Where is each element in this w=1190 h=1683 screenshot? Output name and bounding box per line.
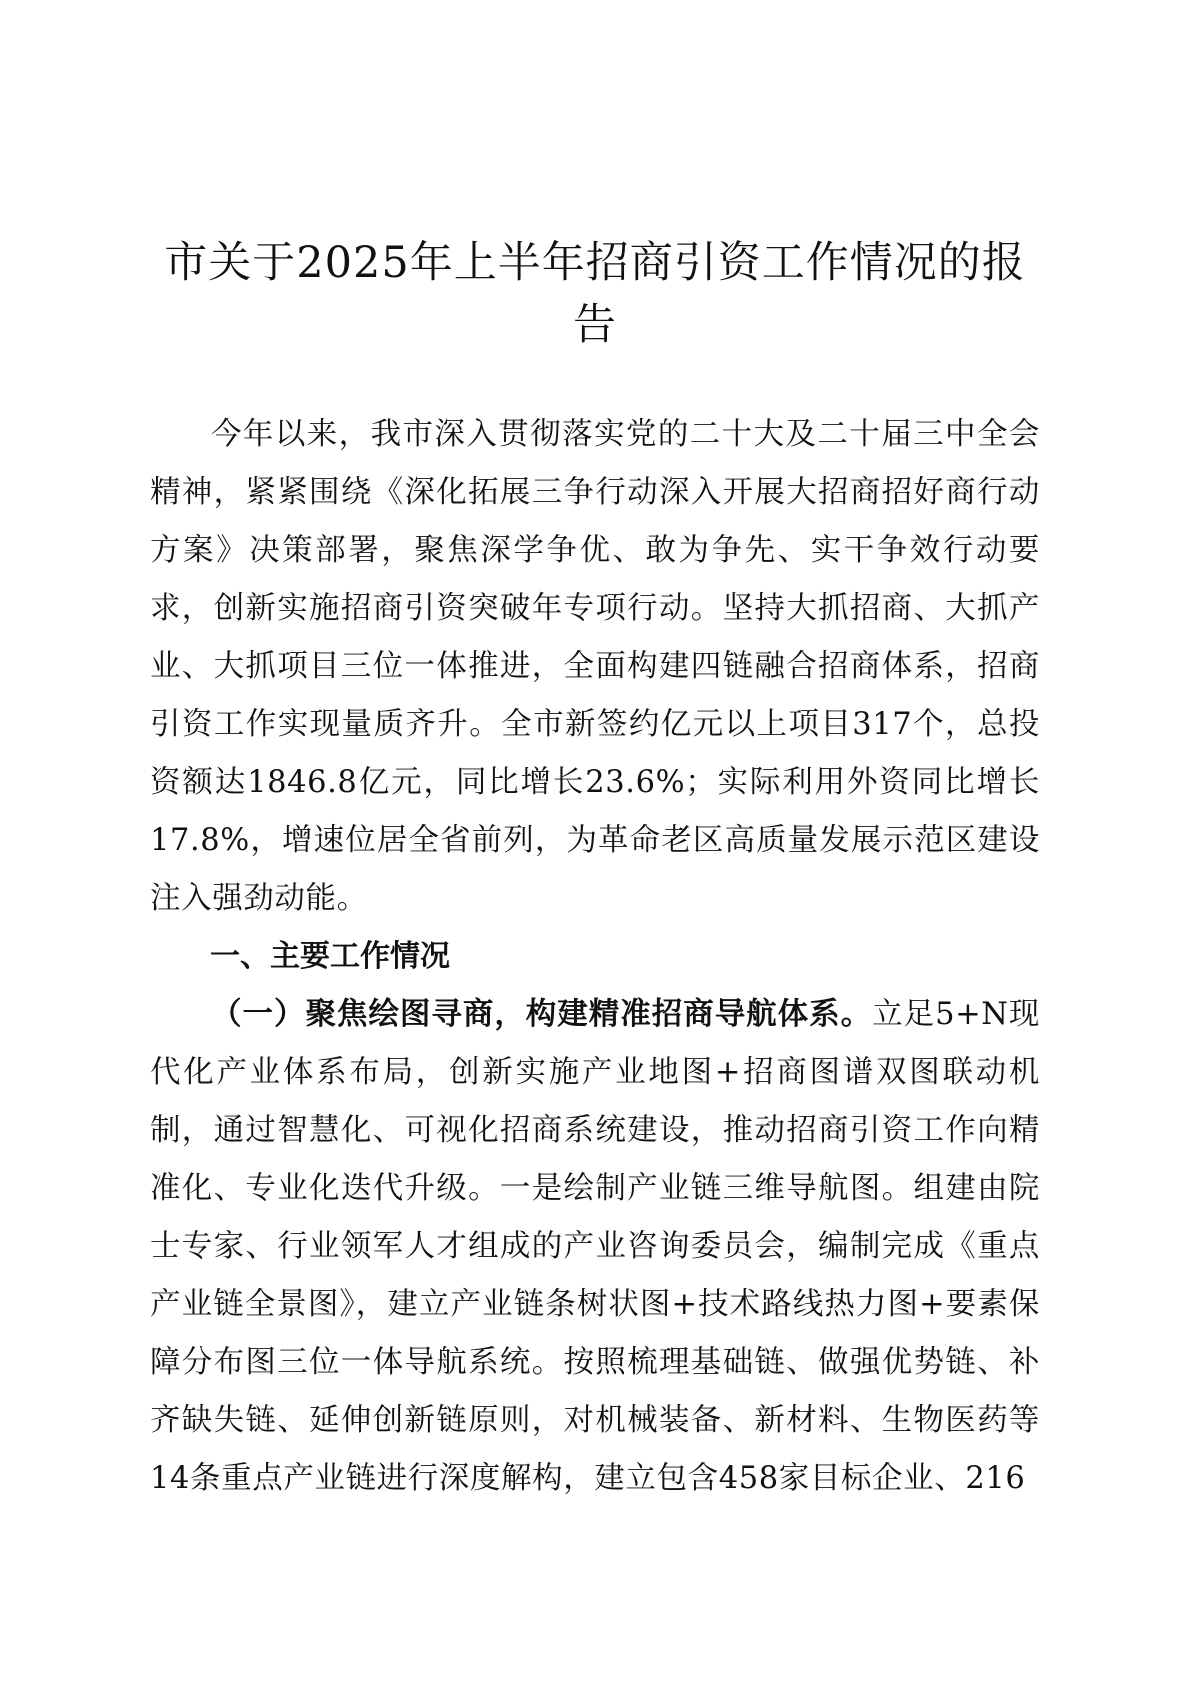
subsection-heading: （一）聚焦绘图寻商，构建精准招商导航体系。 (211, 997, 873, 1032)
subsection-paragraph (150, 986, 1040, 1508)
intro-paragraph: 今年以来，我市深入贯彻落实党的二十大及二十届三中全会精神，紧紧围绕《深化拓展三争行动深入开展大招商招好商行动方案》决策部署，聚焦深学争优、敢为争先、实干争效行动要求，创新实施招商引资突破年专项行动。坚持大抓招商、大抓产业、大抓项目三位一体推进，全面构建四链融合招商体系，招商引资工作实现量质齐升。全市新签约亿元以上项目317个，总投资额达1846.8亿元，同比增长23.6%；实际利用外资同比增长17.8%，增速位居全省前列，为革命老区高质量发展示范区建设注入强劲动能。 (150, 417, 1040, 916)
subsection-text: 立足5+N现代化产业体系布局，创新实施产业地图+招商图谱双图联动机制，通过智慧化、可视化招商系统建设，推动招商引资工作向精准化、专业化迭代升级。一是绘制产业链三维导航图。组建由院士专家、行业领军人才组成的产业咨询委员会，编制完成《重点产业链全景图》，建立产业链条树状图+技术路线热力图+要素保障分布图三位一体导航系统。按照梳理基础链、做强优势链、补齐缺失链、延伸创新链原则，对机械装备、新材料、生物医药等14条重点产业链进行深度解构，建立包含458家目标企业、216 (150, 997, 1040, 1496)
section-heading: 一、主要工作情况 (210, 939, 450, 974)
document-body (150, 406, 1040, 1508)
document-title: 市关于2025年上半年招商引资工作情况的报告 (164, 238, 1026, 350)
